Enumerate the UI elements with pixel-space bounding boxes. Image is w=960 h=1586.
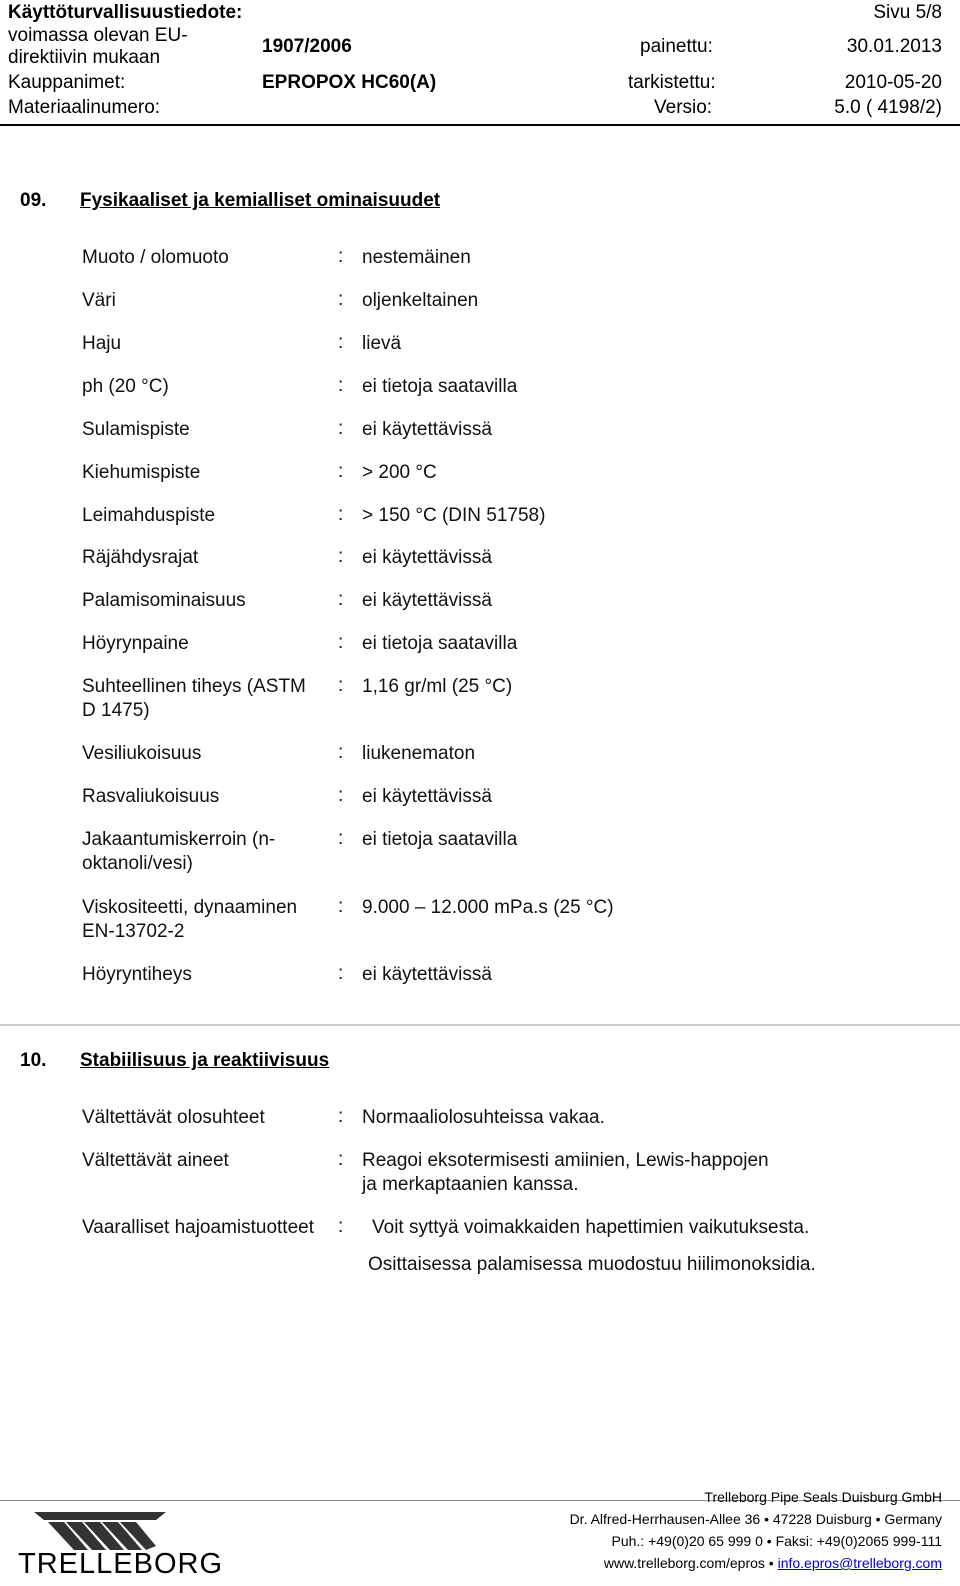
- section-divider: [0, 1024, 960, 1026]
- colon: :: [338, 742, 344, 763]
- property-label: Suhteellinen tiheys (ASTM D 1475): [82, 676, 306, 721]
- printed-label: painettu:: [640, 36, 713, 57]
- colon: :: [338, 896, 344, 917]
- property-value: 9.000 – 12.000 mPa.s (25 °C): [362, 897, 614, 918]
- property-label: Jakaantumiskerroin (n-oktanoli/vesi): [82, 829, 276, 874]
- reviewed-date: 2010-05-20: [844, 72, 942, 93]
- tradename-value: EPROPOX HC60(A): [262, 72, 437, 93]
- reviewed-label: tarkistettu:: [628, 72, 716, 93]
- material-number-label: Materiaalinumero:: [8, 97, 161, 118]
- property-label: Höyrynpaine: [82, 633, 189, 654]
- property-label: Vältettävät aineet: [82, 1150, 229, 1171]
- property-value: ei käytettävissä: [362, 590, 492, 611]
- colon: :: [338, 785, 344, 806]
- colon: :: [338, 1149, 344, 1170]
- doc-title: Käyttöturvallisuustiedote:: [8, 2, 243, 23]
- property-label: Vaaralliset hajoamistuotteet: [82, 1217, 314, 1238]
- section-9-title: Fysikaaliset ja kemialliset ominaisuudet: [80, 190, 441, 211]
- property-value: 1,16 gr/ml (25 °C): [362, 676, 513, 697]
- property-label: Muoto / olomuoto: [82, 247, 229, 268]
- property-value: ei käytettävissä: [362, 786, 492, 807]
- footer-phone: Puh.: +49(0)20 65 999 0 • Faksi: +49(0)2065 999-111: [611, 1533, 942, 1549]
- property-label: Viskositeetti, dynaaminen EN-13702-2: [82, 897, 298, 942]
- colon: :: [338, 1216, 344, 1237]
- property-value: Voit syttyä voimakkaiden hapettimien vaikutuksesta.: [372, 1217, 810, 1238]
- property-value: > 150 °C (DIN 51758): [362, 505, 546, 526]
- property-label: Sulamispiste: [82, 419, 190, 440]
- property-label: Väri: [82, 290, 116, 311]
- property-value: ei tietoja saatavilla: [362, 633, 518, 654]
- property-label: Höyryntiheys: [82, 964, 192, 985]
- footer-company: Trelleborg Pipe Seals Duisburg GmbH: [704, 1489, 942, 1505]
- section-10-title: Stabiilisuus ja reaktiivisuus: [80, 1050, 330, 1071]
- property-value: nestemäinen: [362, 247, 471, 268]
- regulation-number: 1907/2006: [262, 36, 352, 57]
- colon: :: [338, 828, 344, 849]
- colon: :: [338, 418, 344, 439]
- property-label: ph (20 °C): [82, 376, 169, 397]
- property-value: oljenkeltainen: [362, 290, 479, 311]
- logo-wordmark: TRELLEBORG: [18, 1548, 223, 1580]
- version-label: Versio:: [654, 97, 713, 118]
- property-value: Reagoi eksotermisesti amiinien, Lewis-happojen ja merkaptaanien kanssa.: [362, 1150, 769, 1195]
- colon: :: [338, 332, 344, 353]
- property-label: Vesiliukoisuus: [82, 743, 202, 764]
- footer-email-link[interactable]: info.epros@trelleborg.com: [777, 1555, 942, 1571]
- property-value: lievä: [362, 333, 402, 354]
- property-value: > 200 °C: [362, 462, 437, 483]
- colon: :: [338, 289, 344, 310]
- section-9-number: 09.: [20, 190, 47, 211]
- colon: :: [338, 546, 344, 567]
- printed-date: 30.01.2013: [846, 36, 942, 57]
- property-label: Kiehumispiste: [82, 462, 201, 483]
- colon: :: [338, 675, 344, 696]
- colon: :: [338, 504, 344, 525]
- colon: :: [338, 963, 344, 984]
- property-label: Leimahduspiste: [82, 505, 216, 526]
- property-value: ei käytettävissä: [362, 964, 492, 985]
- property-label: Rasvaliukoisuus: [82, 786, 220, 807]
- colon: :: [338, 246, 344, 267]
- colon: :: [338, 589, 344, 610]
- property-value: liukenematon: [362, 743, 476, 764]
- property-label: Haju: [82, 333, 122, 354]
- header-divider: [0, 124, 960, 126]
- footer-website-link[interactable]: www.trelleborg.com/epros •: [603, 1555, 774, 1571]
- section-10-number: 10.: [20, 1050, 47, 1071]
- property-value: ei käytettävissä: [362, 419, 492, 440]
- property-value-continued: Osittaisessa palamisessa muodostuu hiilimonoksidia.: [368, 1254, 816, 1275]
- property-value: ei käytettävissä: [362, 547, 492, 568]
- colon: :: [338, 632, 344, 653]
- property-label: Vältettävät olosuhteet: [82, 1107, 265, 1128]
- property-value: ei tietoja saatavilla: [362, 376, 518, 397]
- tradename-label: Kauppanimet:: [8, 72, 126, 93]
- directive-line-2: direktiivin mukaan: [8, 47, 161, 68]
- colon: :: [338, 1106, 344, 1127]
- property-value: ei tietoja saatavilla: [362, 829, 518, 850]
- directive-line-1: voimassa olevan EU-: [8, 25, 188, 46]
- property-label: Palamisominaisuus: [82, 590, 246, 611]
- property-value: Normaaliolosuhteissa vakaa.: [362, 1107, 605, 1128]
- colon: :: [338, 461, 344, 482]
- page-number: Sivu 5/8: [873, 2, 942, 23]
- trelleborg-logo-icon: [30, 1510, 170, 1552]
- footer-address: Dr. Alfred-Herrhausen-Allee 36 • 47228 Duisburg • Germany: [569, 1511, 942, 1527]
- colon: :: [338, 375, 344, 396]
- property-label: Räjähdysrajat: [82, 547, 199, 568]
- version-value: 5.0 ( 4198/2): [834, 97, 942, 118]
- footer-web-line: [604, 1552, 942, 1574]
